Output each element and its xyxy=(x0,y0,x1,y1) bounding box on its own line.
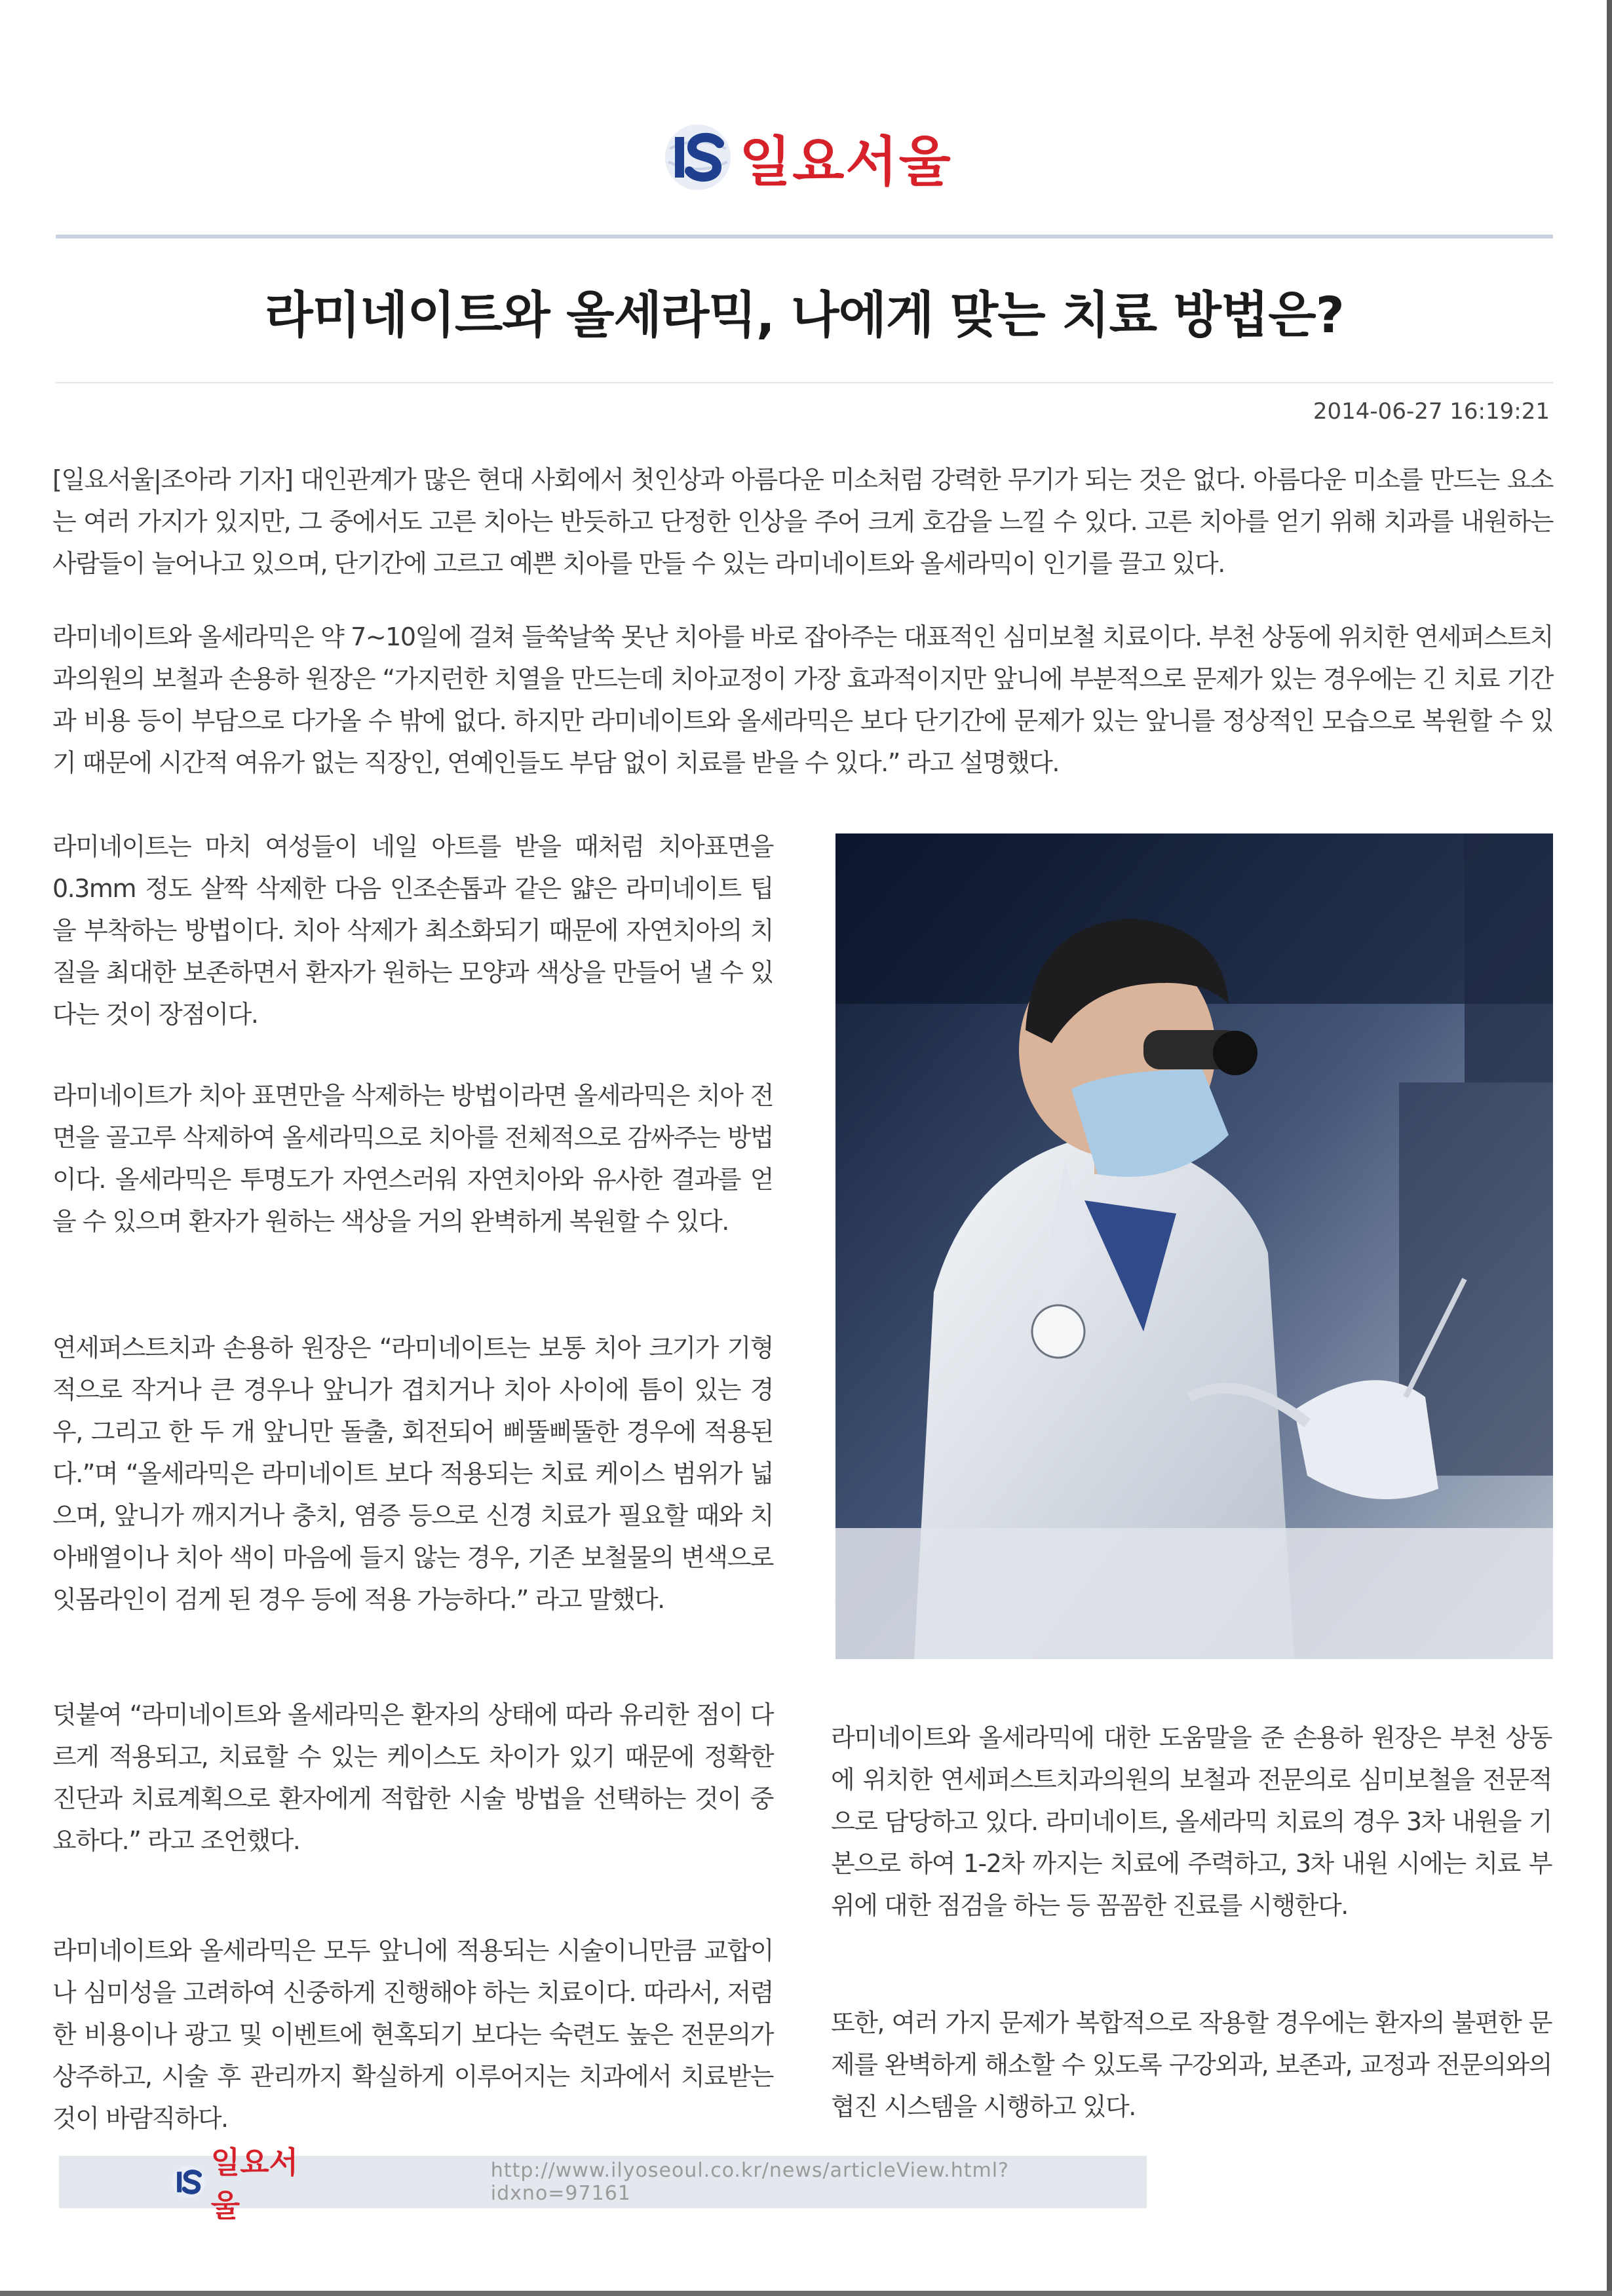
page-edge xyxy=(1607,0,1612,2296)
article-paragraph-2: 라미네이트와 올세라믹은 약 7~10일에 걸쳐 들쑥날쑥 못난 치아를 바로 잡아주는 대표적인 심미보철 치료이다. 부천 상동에 위치한 연세퍼스트치과의원의 보철과 손용하 원장은 “가지런한 치열을 만드는데 치아교정이 가장 효과적이지만 앞니에 부분적으로 문제가 있는 경우에는 긴 치료 기간과 비용 등이 부담으로 다가올 수 밖에 없다. 하지만 라미네이트와 올세라믹은 보다 단기간에 문제가 있는 앞니를 정상적인 모습으로 복원할 수 있기 때문에 시간적 여유가 없는 직장인, 연예인들도 부담 없이 치료를 받을 수 있다.” 라고 설명했다. xyxy=(52,622,1553,777)
footer-logo-text: 일요서울 xyxy=(210,2145,299,2223)
article-url[interactable]: http://www.ilyoseoul.co.kr/news/articleView.html?idxno=97161 xyxy=(490,2159,1009,2205)
article-paragraph-7: 라미네이트와 올세라믹은 모두 앞니에 적용되는 시술이니만큼 교합이나 심미성을 고려하여 신중하게 진행해야 하는 치료이다. 따라서, 저렴한 비용이나 광고 및 이벤트에 현혹되기 보다는 숙련도 높은 전문의가 상주하고, 시술 후 관리까지 확실하게 이루어지는 치과에서 치료받는 것이 바람직하다. xyxy=(52,1936,773,2133)
article-paragraph-1: [일요서울|조아라 기자] 대인관계가 많은 현대 사회에서 첫인상과 아름다운 미소처럼 강력한 무기가 되는 것은 없다. 아름다운 미소를 만드는 요소는 여러 가지가 있지만, 그 중에서도 고른 치아는 반듯하고 단정한 인상을 주어 크게 호감을 느낄 수 있다. 고른 치아를 얻기 위해 치과를 내원하는 사람들이 늘어나고 있으며, 단기간에 고르고 예쁜 치아를 만들 수 있는 라미네이트와 올세라믹이 인기를 끌고 있다. xyxy=(52,465,1553,578)
article-paragraph-6: 덧붙여 “라미네이트와 올세라믹은 환자의 상태에 따라 유리한 점이 다르게 적용되고, 치료할 수 있는 케이스도 차이가 있기 때문에 정확한 진단과 치료계획으로 환자에게 적합한 시술 방법을 선택하는 것이 중요하다.” 라고 조언했다. xyxy=(52,1700,773,1855)
ilyo-seoul-logo-icon xyxy=(662,121,734,193)
article-paragraph-9: 또한, 여러 가지 문제가 복합적으로 작용할 경우에는 환자의 불편한 문제를 완벽하게 해소할 수 있도록 구강외과, 보존과, 교정과 전문의와의 협진 시스템을 시행하고 있다. xyxy=(831,2008,1552,2121)
page-edge-bottom xyxy=(0,2291,1612,2296)
ilyo-seoul-logo-icon xyxy=(170,2164,207,2200)
article-headline: 라미네이트와 올세라믹, 나에게 맞는 치료 방법은? xyxy=(265,286,1344,344)
article-paragraph-4: 라미네이트가 치아 표면만을 삭제하는 방법이라면 올세라믹은 치아 전면을 골고루 삭제하여 올세라믹으로 치아를 전체적으로 감싸주는 방법이다. 올세라믹은 투명도가 자연스러워 자연치아와 유사한 결과를 얻을 수 있으며 환자가 원하는 색상을 거의 완벽하게 복원할 수 있다. xyxy=(52,1081,773,1236)
footer-logo[interactable] xyxy=(170,2139,327,2225)
article-date: 2014-06-27 16:19:21 xyxy=(1313,398,1550,425)
footer-bar xyxy=(59,2145,1147,2223)
dentist-photo xyxy=(835,833,1553,1659)
article-paragraph-8: 라미네이트와 올세라믹에 대한 도움말을 준 손용하 원장은 부천 상동에 위치한 연세퍼스트치과의원의 보철과 전문의로 심미보철을 전문적으로 담당하고 있다. 라미네이트, 올세라믹 치료의 경우 3차 내원을 기본으로 하여 1-2차 까지는 치료에 주력하고, 3차 내원 시에는 치료 부위에 대한 점검을 하는 등 꼼꼼한 진료를 시행한다. xyxy=(831,1723,1552,1920)
headline-divider xyxy=(56,382,1553,383)
article-paragraph-3: 라미네이트는 마치 여성들이 네일 아트를 받을 때처럼 치아표면을 0.3mm 정도 살짝 삭제한 다음 인조손톱과 같은 얇은 라미네이트 팁을 부착하는 방법이다. 치아 삭제가 최소화되기 때문에 자연치아의 치질을 최대한 보존하면서 환자가 원하는 모양과 색상을 만들어 낼 수 있다는 것이 장점이다. xyxy=(52,832,773,1029)
masthead-divider xyxy=(56,235,1553,239)
masthead-title: 일요서울 xyxy=(739,130,952,193)
masthead[interactable] xyxy=(662,121,976,193)
article-paragraph-5: 연세퍼스트치과 손용하 원장은 “라미네이트는 보통 치아 크기가 기형적으로 작거나 큰 경우나 앞니가 겹치거나 치아 사이에 틈이 있는 경우, 그리고 한 두 개 앞니만 돌출, 회전되어 삐뚤삐뚤한 경우에 적용된다.”며 “올세라믹은 라미네이트 보다 적용되는 치료 케이스 범위가 넓으며, 앞니가 깨지거나 충치, 염증 등으로 신경 치료가 필요할 때와 치아배열이나 치아 색이 마음에 들지 않는 경우, 기존 보철물의 변색으로 잇몸라인이 검게 된 경우 등에 적용 가능하다.” 라고 말했다. xyxy=(52,1333,773,1614)
